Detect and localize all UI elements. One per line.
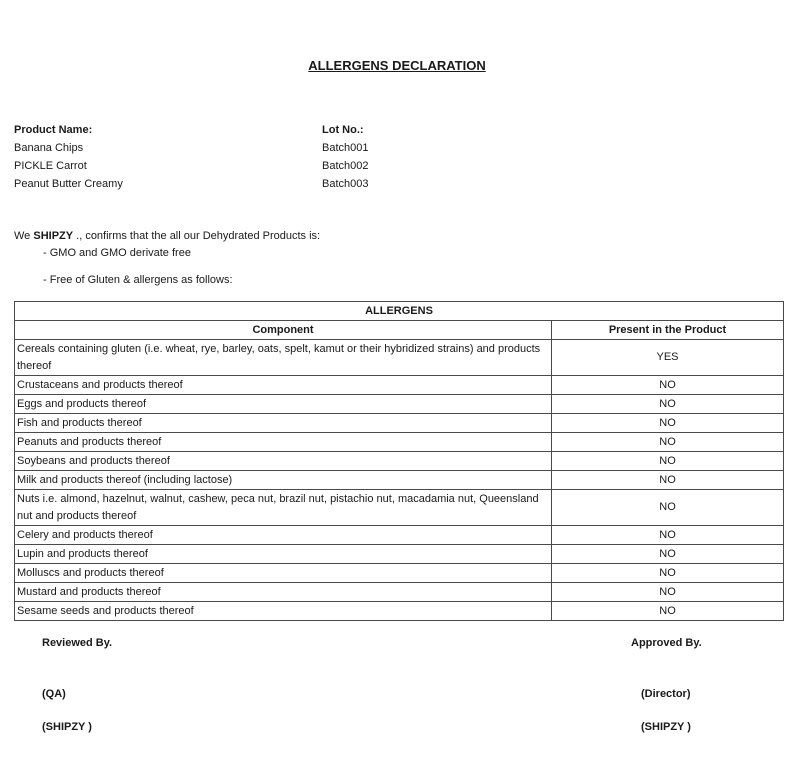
allergen-component: Molluscs and products thereof xyxy=(15,564,552,583)
allergen-component: Nuts i.e. almond, hazelnut, walnut, cashew, peca nut, brazil nut, pistachio nut, macadamia nut, Queensland nut and products thereof xyxy=(15,490,552,526)
approver-company: (SHIPZY ) xyxy=(641,721,691,733)
statement-suffix: ., confirms that the all our Dehydrated Products is: xyxy=(73,230,321,242)
column-header-present: Present in the Product xyxy=(552,321,784,340)
product-name: Banana Chips xyxy=(14,142,84,154)
confirmation-statement xyxy=(14,230,320,242)
allergen-component: Mustard and products thereof xyxy=(15,583,552,602)
reviewed-by-label: Reviewed By. xyxy=(42,637,113,649)
company-name: SHIPZY xyxy=(33,230,74,242)
table-row xyxy=(15,526,784,545)
allergen-present: NO xyxy=(552,490,784,526)
allergen-component: Crustaceans and products thereof xyxy=(15,376,552,395)
product-name: Peanut Butter Creamy xyxy=(14,178,123,190)
table-row xyxy=(15,433,784,452)
product-name: PICKLE Carrot xyxy=(14,160,87,172)
table-heading: ALLERGENS xyxy=(15,302,784,321)
allergen-component: Cereals containing gluten (i.e. wheat, rye, barley, oats, spelt, kamut or their hybridized strains) and products thereof xyxy=(15,340,552,376)
allergen-component: Eggs and products thereof xyxy=(15,395,552,414)
allergens-table xyxy=(14,301,784,621)
product-name-label: Product Name: xyxy=(14,124,93,136)
statement-prefix: We xyxy=(14,230,34,242)
approver-role: (Director) xyxy=(641,688,691,700)
table-row xyxy=(15,471,784,490)
approved-by-label: Approved By. xyxy=(631,637,702,649)
allergen-present: NO xyxy=(552,395,784,414)
table-row xyxy=(15,340,784,376)
reviewer-company: (SHIPZY ) xyxy=(42,721,92,733)
allergen-component: Peanuts and products thereof xyxy=(15,433,552,452)
table-row xyxy=(15,602,784,621)
allergen-component: Lupin and products thereof xyxy=(15,545,552,564)
allergen-present: NO xyxy=(552,545,784,564)
table-row xyxy=(15,583,784,602)
allergen-component: Soybeans and products thereof xyxy=(15,452,552,471)
allergen-present: YES xyxy=(552,340,784,376)
allergen-present: NO xyxy=(552,471,784,490)
statement-point-gmo: - GMO and GMO derivate free xyxy=(43,247,191,259)
allergen-present: NO xyxy=(552,526,784,545)
table-row xyxy=(15,545,784,564)
lot-number: Batch003 xyxy=(322,178,369,190)
allergen-component: Sesame seeds and products thereof xyxy=(15,602,552,621)
table-row xyxy=(15,414,784,433)
table-row xyxy=(15,564,784,583)
table-row xyxy=(15,376,784,395)
table-row xyxy=(15,452,784,471)
allergen-present: NO xyxy=(552,452,784,471)
allergen-component: Fish and products thereof xyxy=(15,414,552,433)
allergen-present: NO xyxy=(552,564,784,583)
document-title: ALLERGENS DECLARATION xyxy=(308,58,486,73)
allergen-present: NO xyxy=(552,602,784,621)
allergen-present: NO xyxy=(552,433,784,452)
allergen-present: NO xyxy=(552,414,784,433)
lot-number: Batch002 xyxy=(322,160,369,172)
allergen-present: NO xyxy=(552,376,784,395)
lot-number: Batch001 xyxy=(322,142,369,154)
reviewer-role: (QA) xyxy=(42,688,66,700)
lot-number-label: Lot No.: xyxy=(322,124,364,136)
allergen-component: Milk and products thereof (including lactose) xyxy=(15,471,552,490)
statement-point-gluten: - Free of Gluten & allergens as follows: xyxy=(43,274,233,286)
allergen-present: NO xyxy=(552,583,784,602)
table-row xyxy=(15,490,784,526)
allergen-component: Celery and products thereof xyxy=(15,526,552,545)
column-header-component: Component xyxy=(15,321,552,340)
table-row xyxy=(15,395,784,414)
